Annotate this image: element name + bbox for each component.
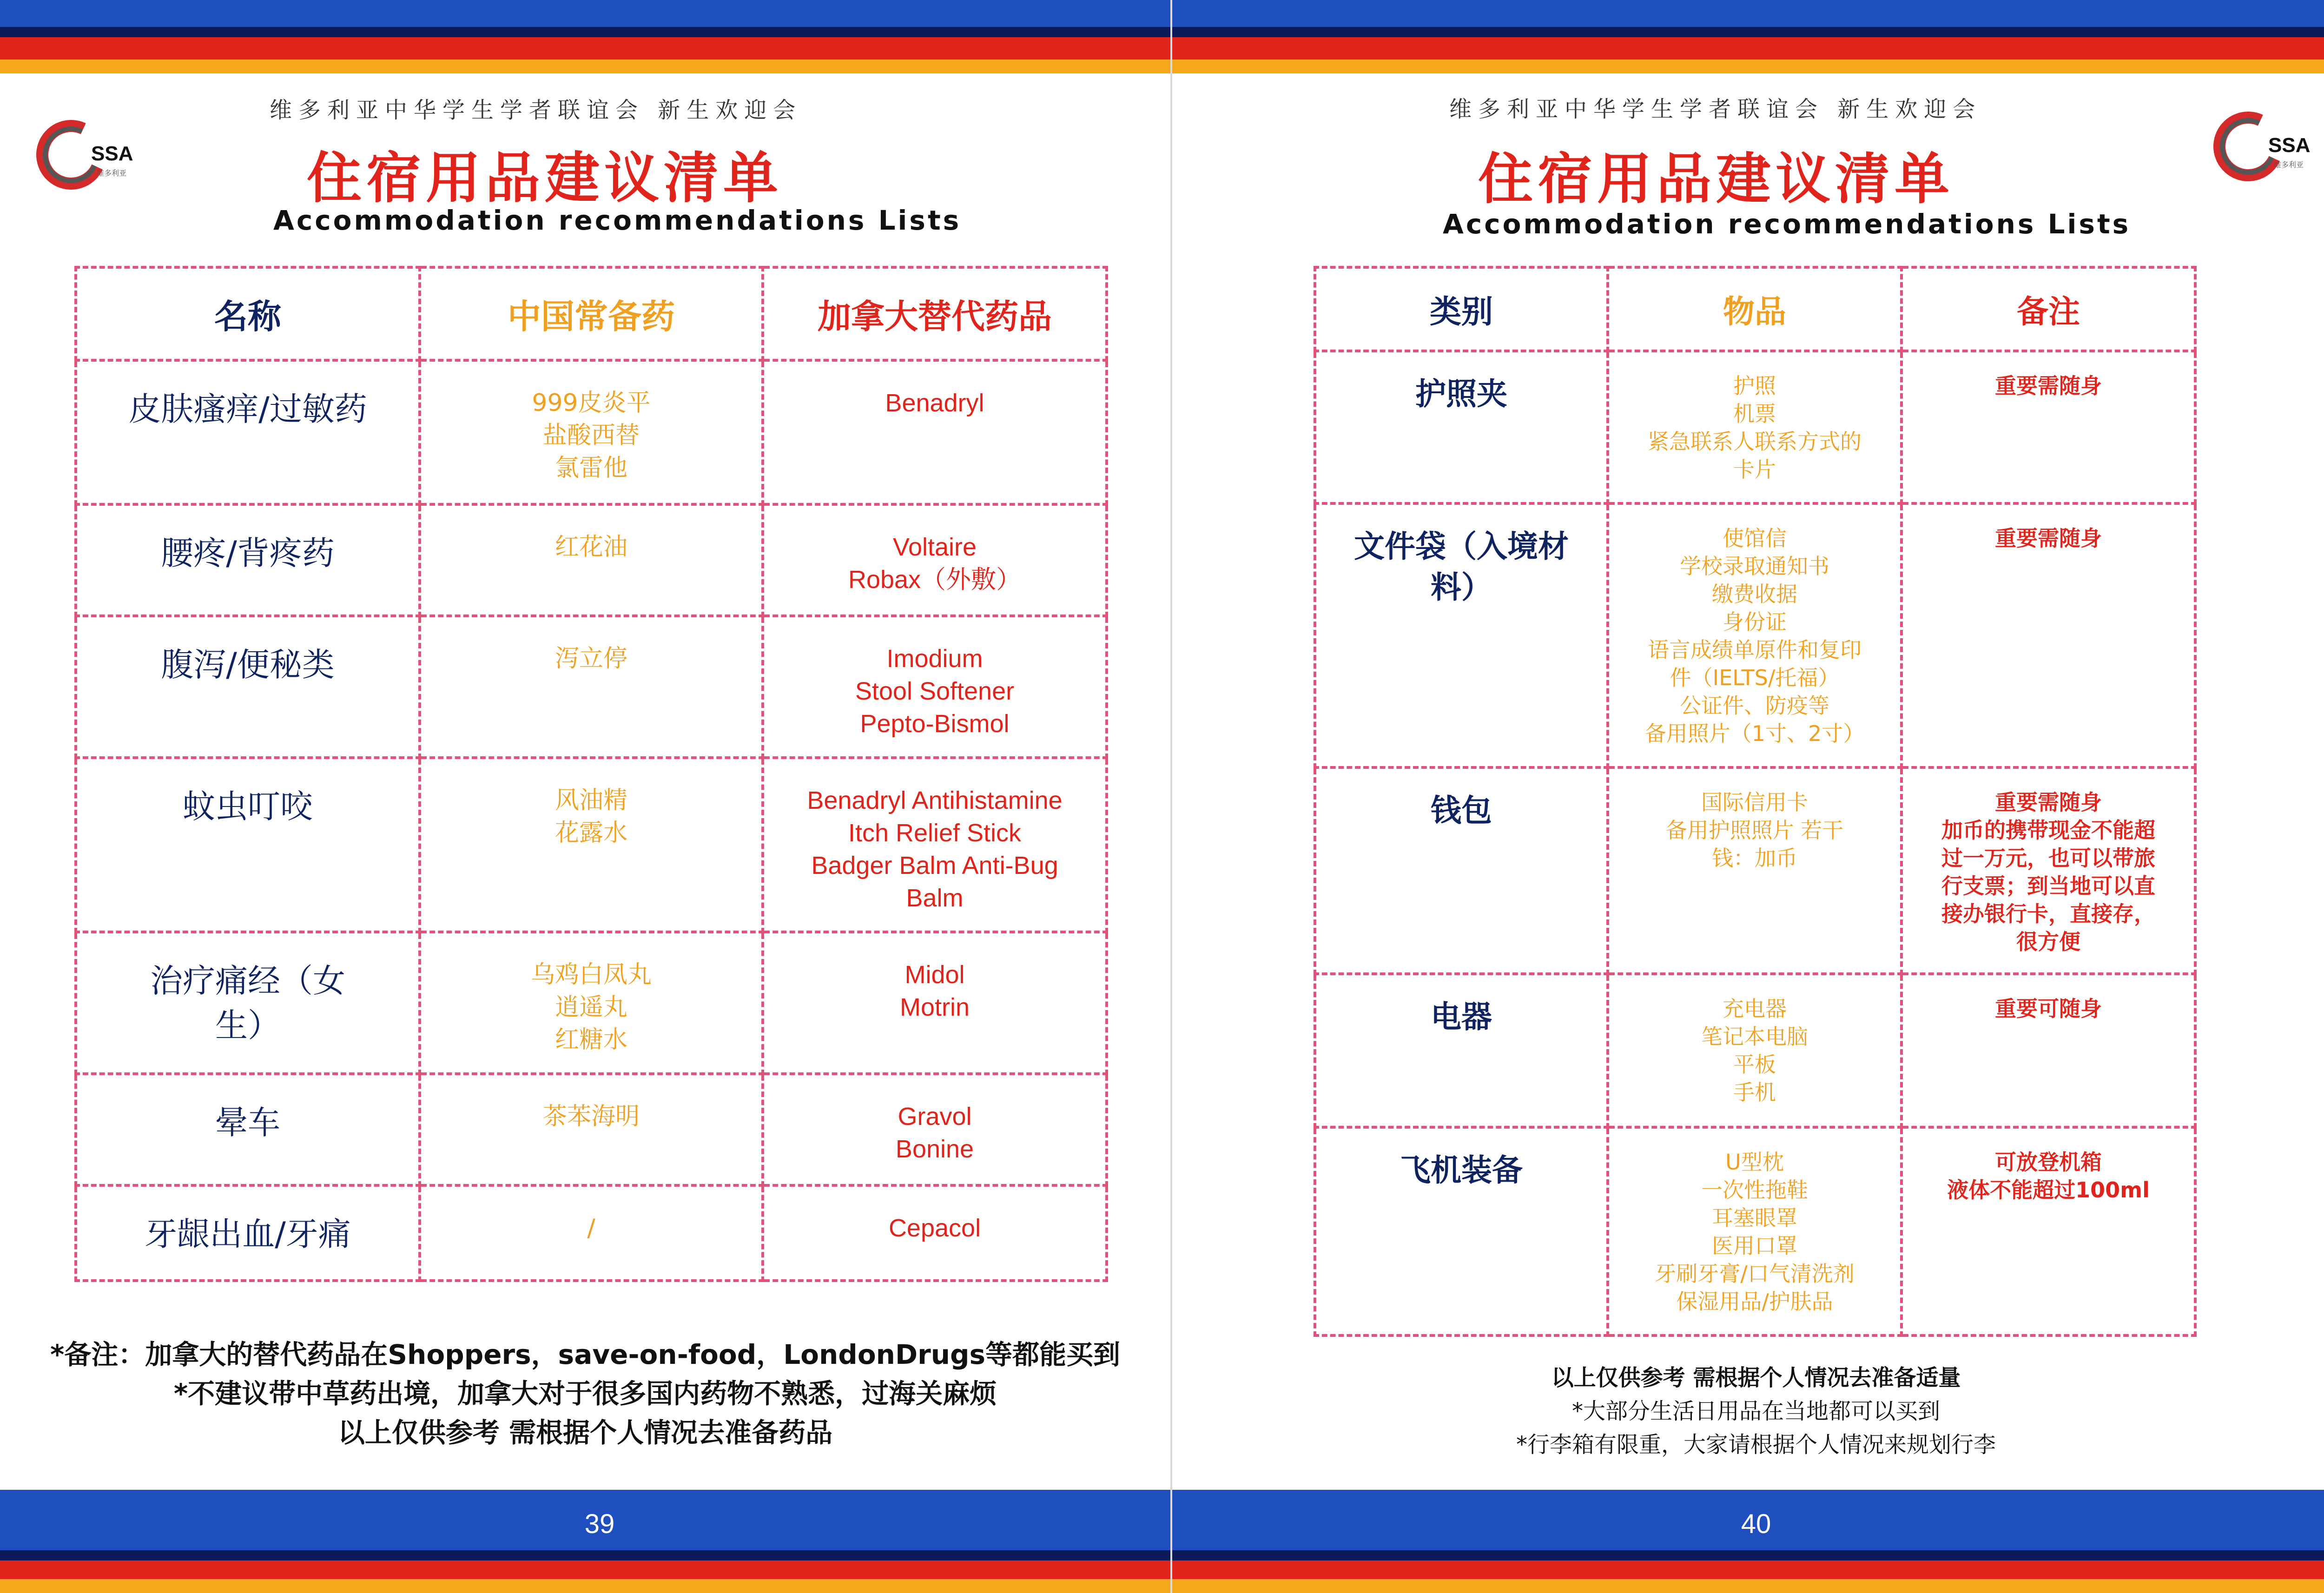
- canada-med-cell: [763, 932, 1107, 1074]
- items-cell-line: 语言成绩单原件和复印: [1648, 637, 1862, 662]
- footnotes: [0, 1335, 1170, 1452]
- table-header-row: [1315, 267, 2195, 351]
- table-row: [1315, 1127, 2195, 1335]
- items-cell-line: 紧急联系人联系方式的: [1648, 429, 1862, 454]
- canada-med-cell-line: Motrin: [899, 993, 970, 1021]
- china-med-cell-line: 泻立停: [555, 645, 627, 673]
- china-med-cell: [420, 616, 763, 758]
- category-cell-line: 文件袋（入境材: [1354, 529, 1569, 564]
- org-line: 维多利亚中华学生学者联谊会 新生欢迎会: [1449, 96, 1982, 122]
- condition-cell-line: 皮肤瘙痒/过敏药: [128, 390, 367, 428]
- canada-med-cell: [763, 1074, 1107, 1185]
- table-row: [1315, 351, 2195, 503]
- items-cell-line: 机票: [1733, 401, 1776, 426]
- logo-text: SSA: [91, 142, 133, 165]
- china-med-cell-line: 花露水: [555, 819, 627, 847]
- page-subtitle: Accommodation recommendations Lists: [1443, 208, 2131, 240]
- canada-med-cell-line: Midol: [905, 961, 965, 989]
- items-cell-line: 卡片: [1733, 457, 1776, 482]
- top-color-band: [1172, 0, 2324, 73]
- table-row: [1315, 767, 2195, 974]
- col-header-canada-meds: 加拿大替代药品: [763, 267, 1107, 360]
- condition-cell-line: 腰疼/背疼药: [161, 534, 335, 572]
- table-header-row: [76, 267, 1107, 360]
- note-cell-line: 加币的携带现金不能超: [1941, 818, 2155, 843]
- canada-med-cell-line: Balm: [906, 884, 964, 912]
- footnote-line: *大部分生活日用品在当地都可以买到: [1571, 1398, 1940, 1424]
- category-cell: [1315, 1127, 1608, 1335]
- china-med-cell-line: 红花油: [555, 533, 627, 561]
- note-cell-line: 重要需随身: [1995, 790, 2102, 815]
- page-40: [1172, 0, 2324, 1593]
- condition-cell-line: 牙龈出血/牙痛: [145, 1215, 351, 1253]
- china-med-cell-line: 逍遥丸: [555, 993, 627, 1021]
- footnote-line: *行李箱有限重，大家请根据个人情况来规划行李: [1516, 1432, 1996, 1458]
- condition-cell-line: 晕车: [215, 1104, 280, 1142]
- china-med-cell: [420, 360, 763, 504]
- accommodation-table: [1314, 266, 2197, 1337]
- china-med-cell-line: 氯雷他: [555, 454, 627, 482]
- items-cell-line: 牙刷牙膏/口气清洗剂: [1655, 1261, 1855, 1286]
- canada-med-cell-line: Itch Relief Stick: [848, 819, 1022, 847]
- bottom-color-band: [1172, 1490, 2324, 1593]
- items-cell-line: 公证件、防疫等: [1680, 693, 1829, 718]
- col-header-china-meds: 中国常备药: [420, 267, 763, 360]
- category-cell: [1315, 767, 1608, 974]
- table-row: [76, 1074, 1107, 1185]
- items-cell-line: 件（IELTS/托福）: [1670, 665, 1840, 690]
- condition-cell: [76, 1185, 420, 1281]
- bottom-color-band: [0, 1490, 1170, 1593]
- page-number: 40: [1741, 1509, 1771, 1539]
- items-cell-line: 备用照片（1寸、2寸）: [1644, 721, 1865, 746]
- table-row: [1315, 974, 2195, 1127]
- category-cell-line: 钱包: [1431, 793, 1492, 828]
- canada-med-cell-line: Pepto-Bismol: [860, 710, 1010, 738]
- table-row: [76, 616, 1107, 758]
- canada-med-cell: [763, 616, 1107, 758]
- items-cell-line: 备用护照照片 若干: [1665, 818, 1844, 843]
- medicine-table: [74, 266, 1108, 1282]
- china-med-cell: [420, 1185, 763, 1281]
- note-cell-line: 液体不能超过100ml: [1947, 1177, 2150, 1203]
- items-cell-line: 医用口罩: [1712, 1233, 1797, 1258]
- page-title: 住宿用品建议清单: [307, 146, 783, 210]
- china-med-cell-line: /: [587, 1214, 595, 1242]
- items-cell: [1608, 1127, 1901, 1335]
- canada-med-cell-line: Stool Softener: [855, 677, 1015, 705]
- page-title: 住宿用品建议清单: [1478, 147, 1954, 211]
- category-cell-line: 飞机装备: [1400, 1152, 1523, 1188]
- logo-text: SSA: [2268, 134, 2311, 157]
- table-row: [76, 758, 1107, 932]
- china-med-cell: [420, 504, 763, 616]
- china-med-cell: [420, 758, 763, 932]
- china-med-cell: [420, 1074, 763, 1185]
- table-row: [76, 932, 1107, 1074]
- table-row: [76, 360, 1107, 504]
- items-cell-line: 钱：加币: [1712, 846, 1797, 871]
- china-med-cell: [420, 932, 763, 1074]
- condition-cell: [76, 1074, 420, 1185]
- note-cell-line: 重要需随身: [1995, 526, 2102, 551]
- canada-med-cell-line: Bonine: [895, 1135, 974, 1163]
- note-cell-line: 接办银行卡，直接存，: [1941, 901, 2155, 926]
- items-cell-line: 平板: [1733, 1052, 1776, 1077]
- items-cell: [1608, 351, 1901, 503]
- canada-med-cell-line: Gravol: [898, 1103, 972, 1130]
- canada-med-cell-line: Badger Balm Anti-Bug: [811, 852, 1058, 879]
- items-cell-line: 耳塞眼罩: [1712, 1205, 1797, 1230]
- items-cell: [1608, 974, 1901, 1127]
- canada-med-cell-line: Imodium: [886, 645, 983, 673]
- footnote-line: *备注：加拿大的替代药品在Shoppers，save-on-food，LondonDrugs等都能买到: [50, 1339, 1121, 1370]
- condition-cell: [76, 932, 420, 1074]
- china-med-cell-line: 乌鸡白凤丸: [530, 961, 652, 989]
- canada-med-cell-line: Robax（外敷）: [848, 566, 1022, 594]
- condition-cell: [76, 758, 420, 932]
- canada-med-cell-line: Cepacol: [888, 1214, 981, 1242]
- canada-med-cell-line: Benadryl: [885, 389, 984, 417]
- footnote-line: *不建议带中草药出境，加拿大对于很多国内药物不熟悉，过海关麻烦: [173, 1378, 997, 1409]
- items-cell-line: 手机: [1733, 1080, 1776, 1105]
- items-cell-line: 笔记本电脑: [1701, 1024, 1808, 1049]
- china-med-cell-line: 盐酸西替: [542, 422, 640, 449]
- items-cell-line: 保湿用品/护肤品: [1676, 1289, 1833, 1314]
- china-med-cell-line: 999皮炎平: [532, 389, 651, 417]
- note-cell: [1901, 1127, 2195, 1335]
- note-cell: [1901, 503, 2195, 767]
- category-cell: [1315, 351, 1608, 503]
- col-header-notes: 备注: [1901, 267, 2195, 351]
- note-cell-line: 行支票；到当地可以直: [1941, 873, 2155, 899]
- china-med-cell-line: 红糖水: [555, 1026, 627, 1054]
- items-cell-line: 学校录取通知书: [1680, 554, 1829, 579]
- col-header-name: 名称: [76, 267, 420, 360]
- footnote-line: 以上仅供参考 需根据个人情况去准备药品: [337, 1417, 833, 1448]
- note-cell: [1901, 767, 2195, 974]
- items-cell-line: 国际信用卡: [1701, 790, 1808, 815]
- note-cell-line: 可放登机箱: [1995, 1150, 2102, 1175]
- category-cell-line: 电器: [1431, 999, 1492, 1035]
- condition-cell-line: 治疗痛经（女: [150, 962, 345, 1000]
- category-cell: [1315, 974, 1608, 1127]
- items-cell-line: 一次性拖鞋: [1701, 1177, 1808, 1203]
- condition-cell-line: 腹泻/便秘类: [161, 646, 335, 684]
- table-row: [76, 504, 1107, 616]
- note-cell-line: 重要可随身: [1995, 996, 2102, 1021]
- canada-med-cell-line: Benadryl Antihistamine: [807, 787, 1063, 814]
- condition-cell: [76, 360, 420, 504]
- note-cell-line: 很方便: [2016, 929, 2080, 954]
- condition-cell-line: 蚊虫叮咬: [183, 787, 313, 826]
- table-row: [76, 1185, 1107, 1281]
- note-cell: [1901, 974, 2195, 1127]
- footnote-line: 以上仅供参考 需根据个人情况去准备适量: [1551, 1365, 1961, 1391]
- table-row: [1315, 503, 2195, 767]
- condition-cell: [76, 616, 420, 758]
- items-cell-line: 使馆信: [1723, 526, 1787, 551]
- items-cell-line: 护照: [1733, 373, 1776, 398]
- col-header-items: 物品: [1608, 267, 1901, 351]
- condition-cell: [76, 504, 420, 616]
- category-cell: [1315, 503, 1608, 767]
- canada-med-cell: [763, 360, 1107, 504]
- canada-med-cell: [763, 504, 1107, 616]
- items-cell-line: 缴费收据: [1712, 582, 1797, 607]
- items-cell: [1608, 767, 1901, 974]
- note-cell-line: 重要需随身: [1995, 373, 2102, 398]
- page-number: 39: [584, 1509, 615, 1539]
- footnotes: [1172, 1361, 2324, 1461]
- logo-subtext: 维多利亚: [97, 169, 127, 178]
- items-cell-line: U型枕: [1725, 1150, 1784, 1175]
- condition-cell-line: 生）: [215, 1006, 280, 1044]
- page-subtitle: Accommodation recommendations Lists: [273, 205, 962, 236]
- note-cell: [1901, 351, 2195, 503]
- canada-med-cell: [763, 1185, 1107, 1281]
- canada-med-cell-line: Voltaire: [892, 533, 977, 561]
- cssa-logo: [2213, 107, 2324, 186]
- note-cell-line: 过一万元，也可以带旅: [1941, 846, 2155, 871]
- top-color-band: [0, 0, 1170, 73]
- category-cell-line: 料）: [1431, 569, 1492, 605]
- items-cell-line: 充电器: [1723, 996, 1787, 1021]
- org-line: 维多利亚中华学生学者联谊会 新生欢迎会: [270, 97, 802, 123]
- category-cell-line: 护照夹: [1415, 376, 1507, 412]
- col-header-category: 类别: [1315, 267, 1608, 351]
- china-med-cell-line: 茶苯海明: [542, 1103, 640, 1130]
- items-cell: [1608, 503, 1901, 767]
- items-cell-line: 身份证: [1723, 609, 1787, 635]
- canada-med-cell: [763, 758, 1107, 932]
- china-med-cell-line: 风油精: [555, 787, 627, 814]
- logo-subtext: 维多利亚: [2274, 160, 2304, 169]
- cssa-logo: [36, 115, 148, 194]
